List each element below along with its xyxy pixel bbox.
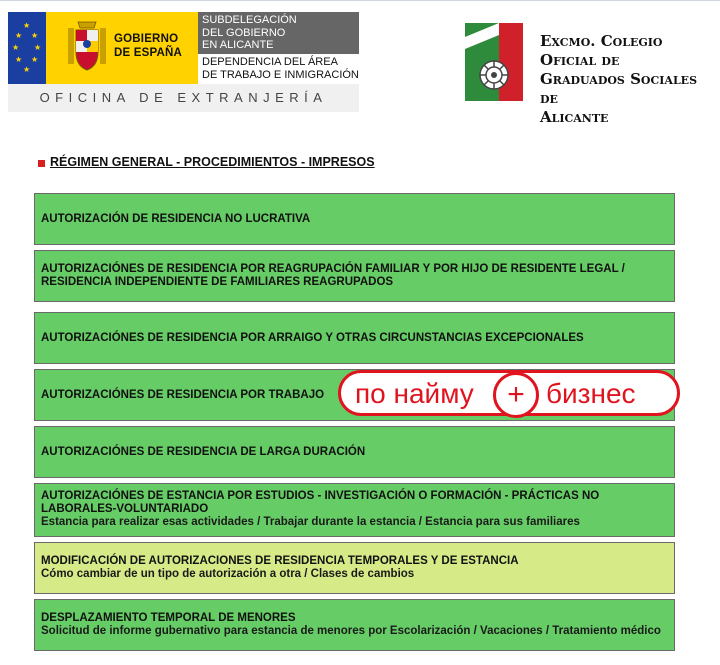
procedure-reagrupacion-familiar[interactable] [34, 250, 675, 302]
annotation-word-business: бизнес [546, 378, 636, 409]
oficina-extranjeria-label: OFICINA DE EXTRANJERÍA [39, 90, 328, 105]
gobierno-logo-panel [46, 12, 198, 84]
dependencia-text: DEPENDENCIA DEL ÁREA DE TRABAJO E INMIGRACIÓN [202, 56, 359, 81]
subdelegacion-panel [198, 12, 359, 84]
procedure-residencia-no-lucrativa[interactable] [34, 193, 675, 245]
annotation-word-employment: по найму [355, 378, 474, 409]
eu-flag: ★ ★ ★ ★ ★ ★ ★ ★ [8, 12, 46, 84]
dependencia-panel [198, 54, 359, 84]
procedure-larga-duracion[interactable] [34, 426, 675, 478]
colegio-logo-icon [465, 23, 523, 101]
colegio-name: Excmo. Colegio Oficial de Graduados Sociales de Alicante [540, 32, 698, 126]
subdelegacion-text: SUBDELEGACIÓN DEL GOBIERNO EN ALICANTE [202, 14, 297, 51]
procedure-subtitle: Solicitud de informe gubernativo para estancia de menores por Escolarización / Vacaciones / Tratamiento médico [41, 625, 661, 637]
procedure-arraigo[interactable] [34, 312, 675, 364]
section-bullet-icon [38, 160, 45, 167]
procedure-title: AUTORIZACIÓNES DE RESIDENCIA POR TRABAJO [41, 388, 325, 401]
procedure-title: AUTORIZACIÓNES DE RESIDENCIA POR ARRAIGO Y OTRAS CIRCUNSTANCIAS EXCEPCIONALES [41, 331, 584, 344]
procedure-desplazamiento-menores[interactable] [34, 599, 675, 651]
procedure-title: DESPLAZAMIENTO TEMPORAL DE MENORES [41, 612, 296, 624]
section-title-link[interactable]: RÉGIMEN GENERAL - PROCEDIMIENTOS - IMPRESOS [50, 155, 375, 169]
gobierno-header [8, 12, 359, 112]
spain-coat-of-arms-icon [62, 18, 112, 76]
annotation-plus-icon: + [493, 372, 539, 418]
procedure-subtitle: Estancia para realizar esas actividades / Trabajar durante la estancia / Estancia para sus familiares [41, 516, 580, 528]
procedure-title: AUTORIZACIÓNES DE RESIDENCIA DE LARGA DURACIÓN [41, 445, 366, 458]
procedure-subtitle: Cómo cambiar de un tipo de autorización a otra / Clases de cambios [41, 568, 415, 580]
procedure-title: AUTORIZACIÓNES DE ESTANCIA POR ESTUDIOS - INVESTIGACIÓN O FORMACIÓN - PRÁCTICAS NO LABORALES-VOLUNTARIADO [41, 490, 600, 515]
top-border [0, 0, 720, 1]
procedure-title: MODIFICACIÓN DE AUTORIZACIONES DE RESIDENCIA TEMPORALES Y DE ESTANCIA [41, 555, 519, 567]
procedure-title: AUTORIZACIÓN DE RESIDENCIA NO LUCRATIVA [41, 212, 311, 225]
procedure-title: AUTORIZACIÓNES DE RESIDENCIA POR REAGRUPACIÓN FAMILIAR Y POR HIJO DE RESIDENTE LEGAL / RESIDENCIA INDEPENDIENTE DE FAMILIARES REAGRUPADOS [41, 263, 625, 288]
procedure-estancia-estudios[interactable] [34, 483, 675, 537]
procedure-modificacion[interactable] [34, 542, 675, 594]
gobierno-name: GOBIERNO DE ESPAÑA [114, 33, 183, 59]
